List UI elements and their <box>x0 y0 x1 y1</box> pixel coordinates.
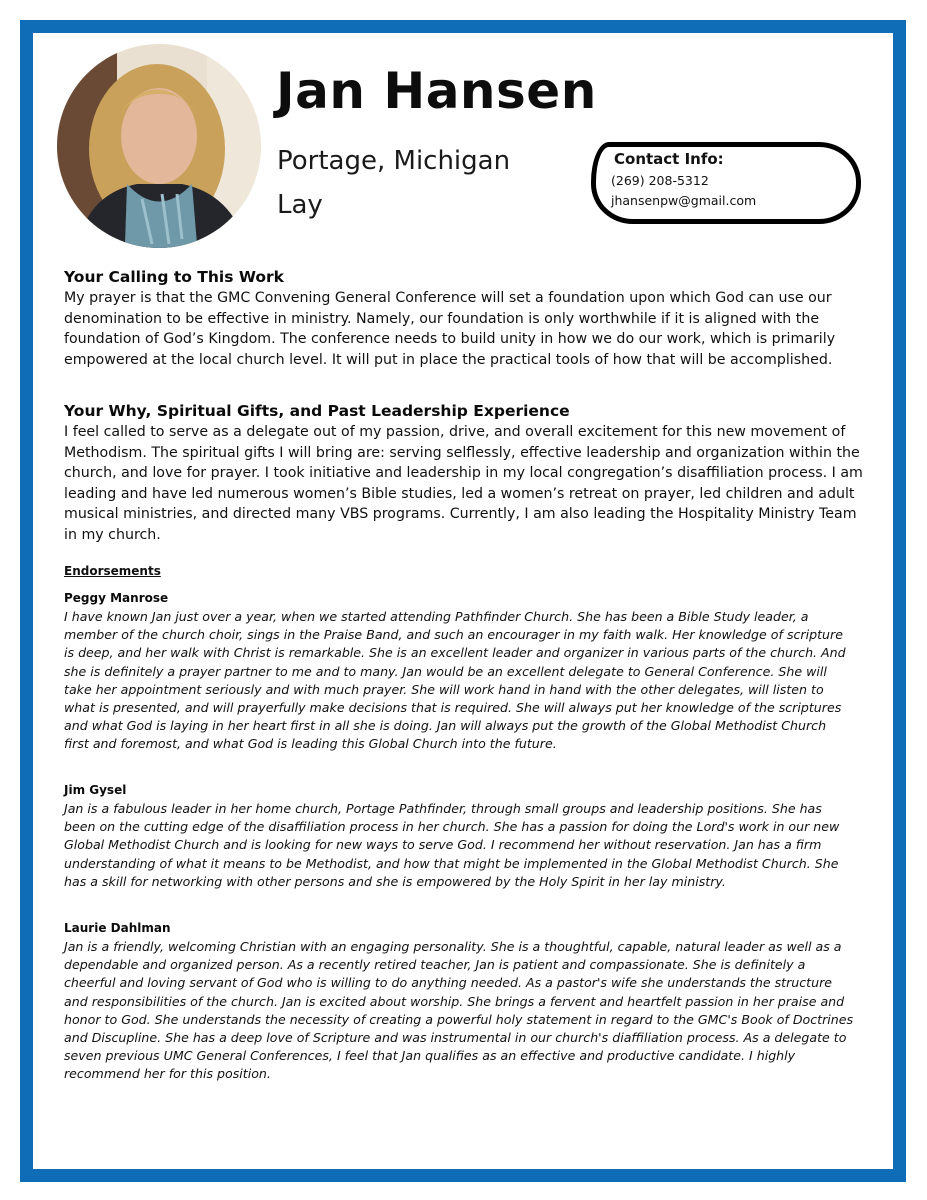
endorser-name: Jim Gysel <box>64 783 127 797</box>
why-gifts-body: I feel called to serve as a delegate out of my passion, drive, and overall excitement for this new movement of Methodism. The spiritual gifts I will bring are: serving selflessly, effective leadership and organization within the church, and love for prayer. I took initiative and leadership in my local congregation’s disaffiliation process. I am leading and have led numerous women’s Bible studies, led a women’s retreat on prayer, led children and adult musical ministries, and directed many VBS programs. Currently, I am also leading the Hospitality Ministry Team in my church. <box>64 424 863 543</box>
endorsement-text: Jan is a friendly, welcoming Christian with an engaging personality. She is a thoughtful, capable, natural leader as well as a dependable and organized person. As a recently retired teacher, Jan is patient and compassionate. She is definitely a cheerful and loving servant of God who is willing to do anything needed. As a pastor's wife she understands the structure and responsibilities of the church. Jan is excited about worship. She brings a fervent and heartfelt passion in her praise and honor to God. She understands the necessity of creating a powerful holy statement in regard to the GMC's Book of Doctrines and Discupline. She has a deep love of Scripture and was instrumental in our church's diaffiliation process. As a delegate to seven previous UMC General Conferences, I feel that Jan qualifies as an effective and productive candidate. I highly recommend her for this position. <box>64 939 854 1082</box>
contact-phone: (269) 208-5312 <box>611 173 709 188</box>
calling-heading: Your Calling to This Work <box>64 268 284 286</box>
contact-info-title: Contact Info: <box>614 150 724 168</box>
why-gifts-heading: Your Why, Spiritual Gifts, and Past Leadership Experience <box>64 402 570 420</box>
why-gifts-section <box>64 402 864 546</box>
candidate-role: Lay <box>277 190 323 220</box>
endorser-name: Laurie Dahlman <box>64 921 171 935</box>
candidate-name: Jan Hansen <box>276 62 597 120</box>
endorser-name: Peggy Manrose <box>64 591 169 605</box>
endorsements-heading: Endorsements <box>64 564 161 578</box>
candidate-location: Portage, Michigan <box>277 146 511 176</box>
endorsement-text: Jan is a fabulous leader in her home church, Portage Pathfinder, through small groups and leadership positions. She has been on the cutting edge of the disaffiliation process in her church. She has a passion for doing the Lord's work in our new Global Methodist Church and is looking for new ways to serve God. I recommend her without reservation. Jan has a firm understanding of what it means to be Methodist, and how that might be implemented in the Global Methodist Church. She has a skill for networking with other persons and she is empowered by the Holy Spirit in her lay ministry. <box>64 801 840 889</box>
endorsement-item <box>64 921 854 1084</box>
profile-photo <box>57 44 261 248</box>
endorsement-item <box>64 591 854 754</box>
endorsement-text: I have known Jan just over a year, when we started attending Pathfinder Church. She has been a Bible Study leader, a member of the church choir, sings in the Praise Band, and such an encourager in my faith walk. Her knowledge of scripture is deep, and her walk with Christ is remarkable. She is an excellent leader and organizer in various parts of the church. And she is definitely a prayer partner to me and to many. Jan would be an excellent delegate to General Conference. She will take her appointment seriously and with much prayer. She will work hand in hand with the other delegates, will listen to what is presented, and will prayerfully make decisions that is required. She will always put her knowledge of the scriptures and what God is laying in her heart first in all she is doing. Jan will always put the growth of the Global Methodist Church first and foremost, and what God is leading this Global Church into the future. <box>64 609 846 752</box>
calling-body: My prayer is that the GMC Convening General Conference will set a foundation upon which God can use our denomination to be effective in ministry. Namely, our foundation is only worthwhile if it is aligned with the foundation of God’s Kingdom. The conference needs to build unity in how we do our work, which is primarily empowered at the local church level. It will put in place the practical tools of how that will be accomplished. <box>64 290 836 368</box>
endorsement-item <box>64 783 854 891</box>
contact-email: jhansenpw@gmail.com <box>611 193 757 208</box>
calling-section <box>64 268 864 370</box>
